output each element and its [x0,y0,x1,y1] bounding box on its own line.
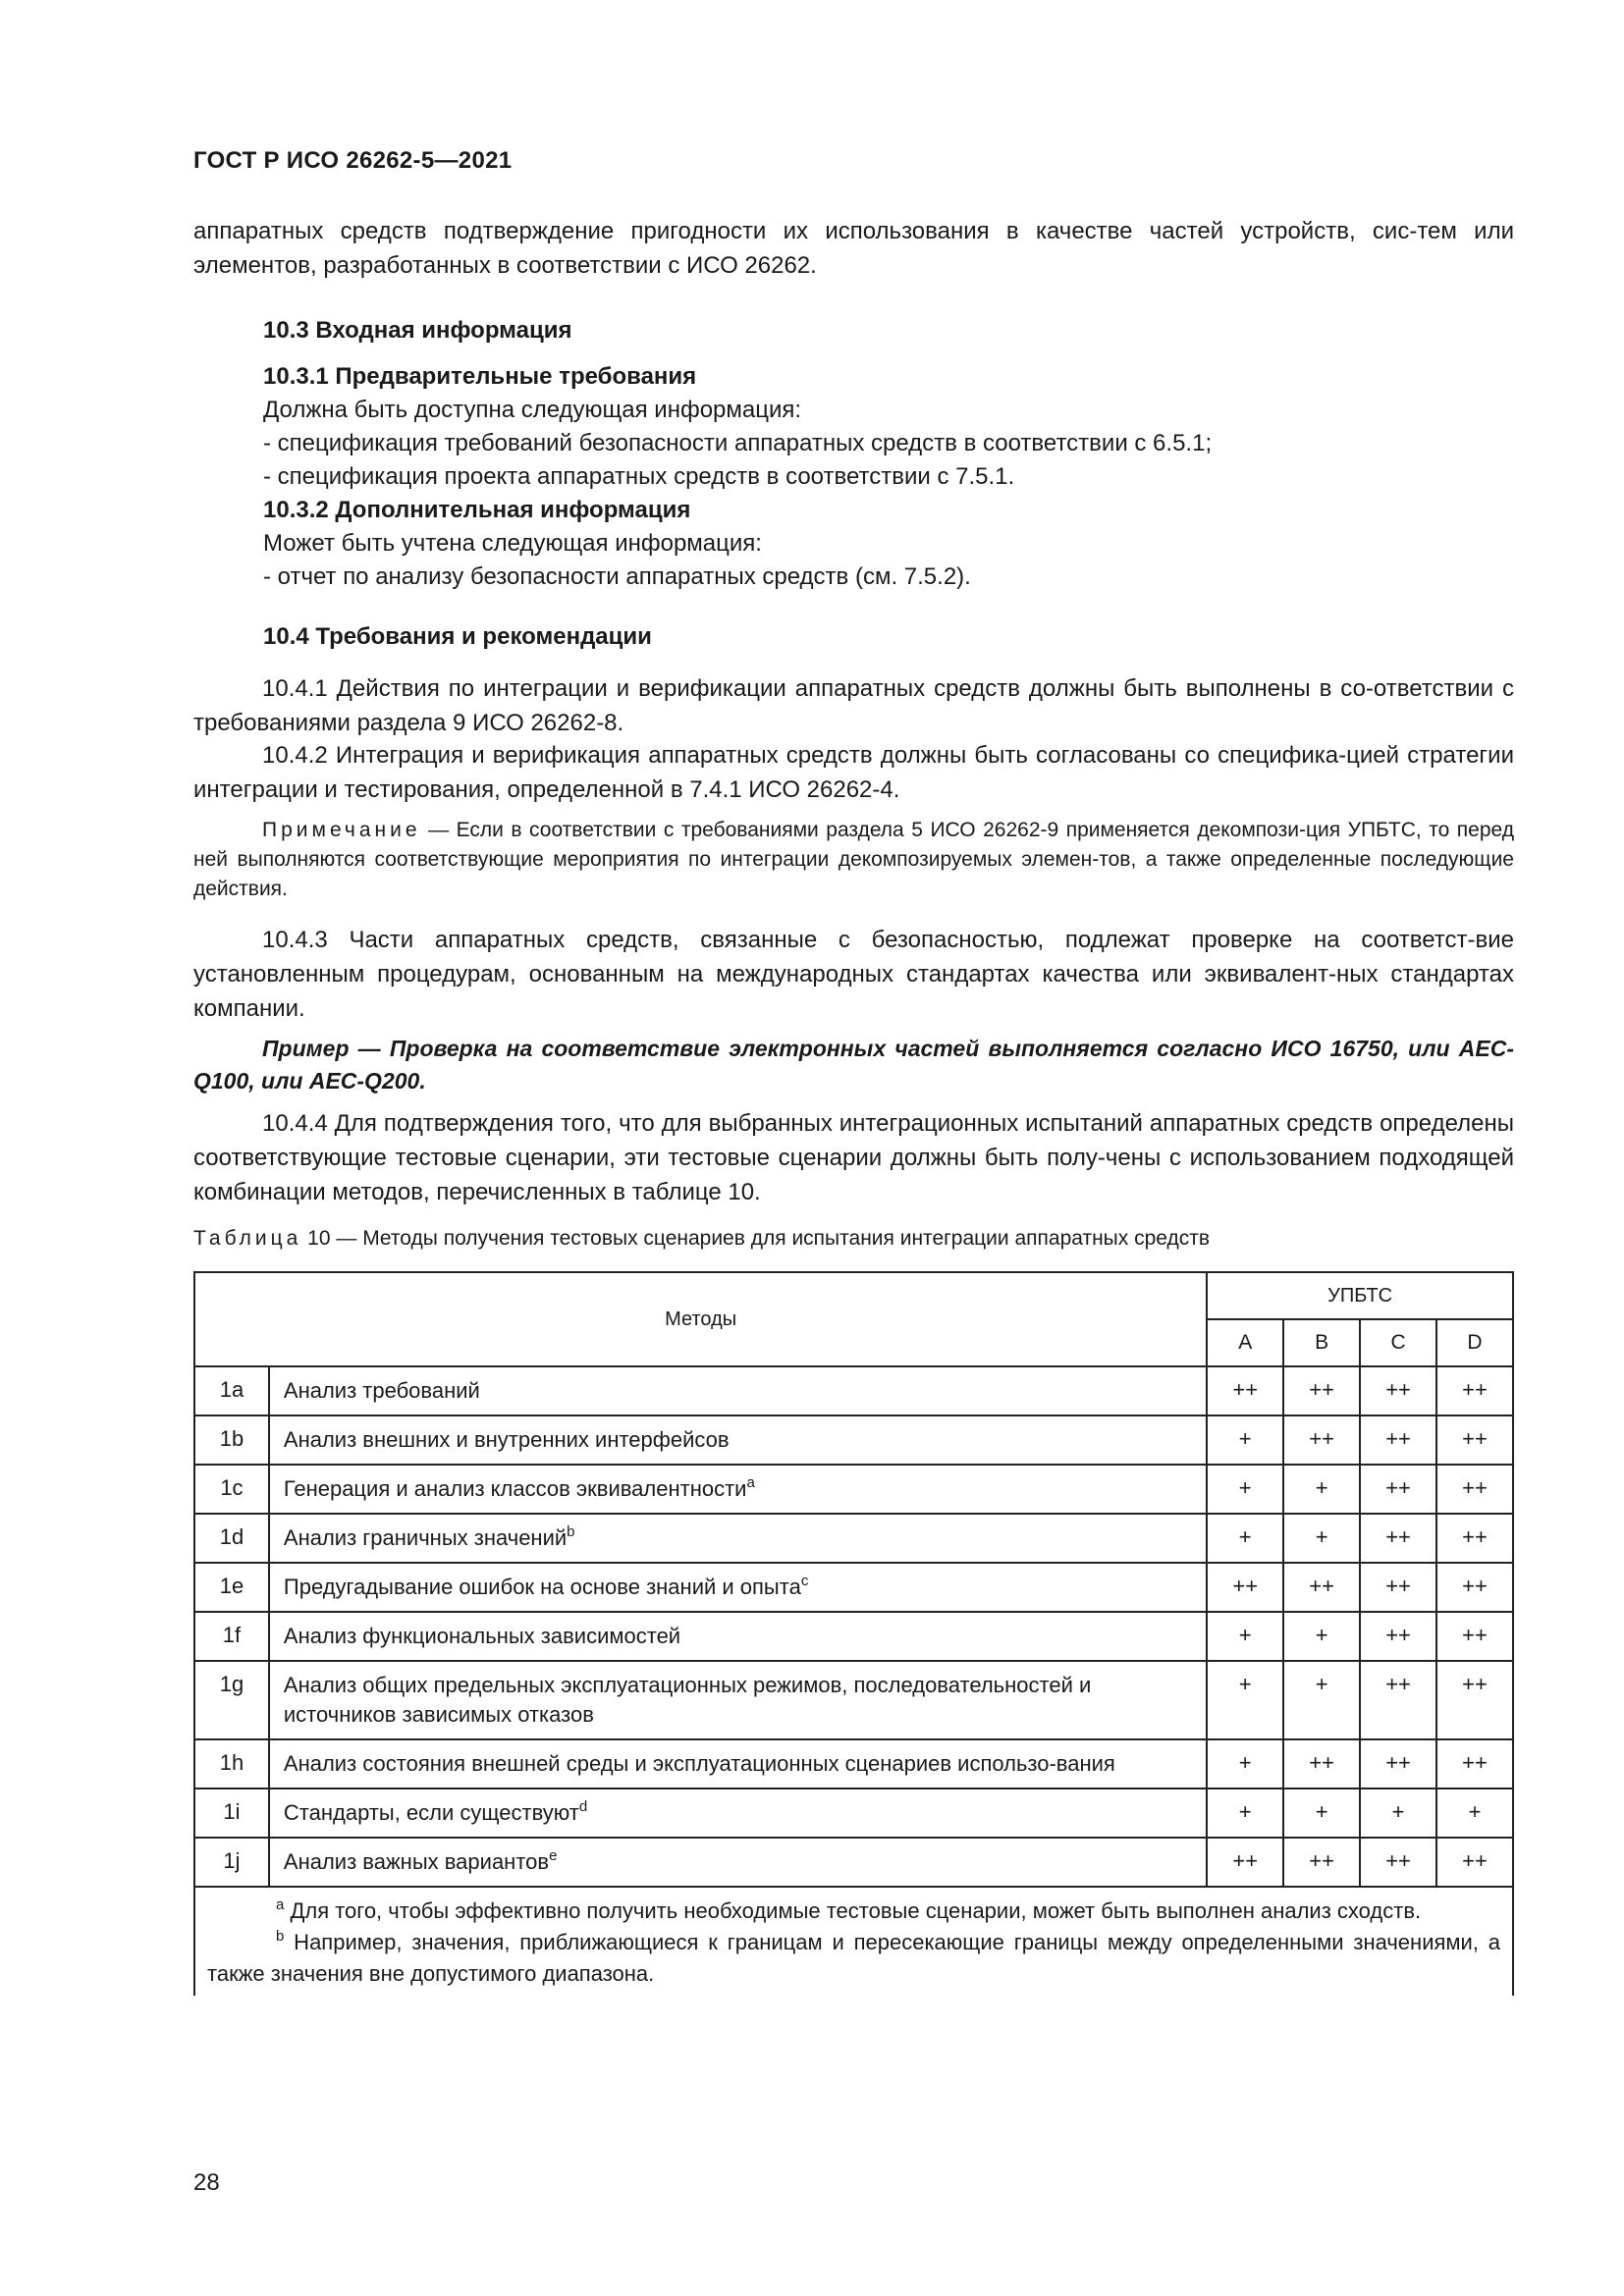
row-id: 1d [194,1514,269,1563]
row-id: 1a [194,1366,269,1415]
row-id: 1c [194,1465,269,1514]
row-value-b: ++ [1283,1366,1360,1415]
row-value-c: ++ [1360,1612,1436,1661]
row-method-text: Анализ общих предельных эксплуатационных режимов, последовательностей и источников зависимых отказов [283,1673,1092,1727]
asil-d-header: D [1436,1319,1513,1366]
row-value-c: ++ [1360,1366,1436,1415]
row-method-text: Генерация и анализ классов эквивалентности [283,1476,747,1501]
row-value-a: + [1207,1789,1283,1838]
page-number: 28 [193,2169,220,2196]
table-row [194,1465,1513,1514]
row-value-b: + [1283,1789,1360,1838]
table-row [194,1612,1513,1661]
section-10-3-1-heading: 10.3.1 Предварительные требования [263,363,697,390]
section-10-4-heading: 10.4 Требования и рекомендации [263,623,652,650]
section-10-3-1-line: - спецификация требований безопасности аппаратных средств в соответствии с 6.5.1; [263,430,1213,456]
paragraph-10-4-2: 10.4.2 Интеграция и верификация аппаратных средств должны быть согласованы со специфика-цией стратегии интеграции и тестирования, определенной в 7.4.1 ИСО 26262-4. [193,742,1514,803]
table-row [194,1415,1513,1465]
footnote-mark: b [276,1928,285,1945]
row-value-d: ++ [1436,1415,1513,1465]
row-value-a: + [1207,1415,1283,1465]
row-method [269,1465,1207,1514]
row-value-b: ++ [1283,1563,1360,1612]
row-value-c: ++ [1360,1661,1436,1739]
paragraph-10-4-3: 10.4.3 Части аппаратных средств, связанные с безопасностью, подлежат проверке на соответст-вие установленным процедурам, основанным на международных стандартах качества или эквивалент-ных стандартах компании. [193,927,1514,1022]
row-id: 1b [194,1415,269,1465]
row-value-a: + [1207,1514,1283,1563]
table-header-row [194,1272,1513,1319]
row-method [269,1366,1207,1415]
section-10-3-1-line: Должна быть доступна следующая информация: [263,397,802,423]
methods-table [193,1271,1514,1996]
row-id: 1e [194,1563,269,1612]
row-value-b: + [1283,1661,1360,1739]
asil-a-header: A [1207,1319,1283,1366]
example-paragraph: Пример — Проверка на соответствие электронных частей выполняется согласно ИСО 16750, или AEC-Q100, или AEC-Q200. [193,1036,1514,1094]
row-value-a: + [1207,1465,1283,1514]
footnote-ref: c [800,1573,809,1589]
table-row [194,1514,1513,1563]
row-value-c: ++ [1360,1563,1436,1612]
row-method [269,1514,1207,1563]
document-header: ГОСТ Р ИСО 26262-5—2021 [193,147,513,174]
row-value-d: ++ [1436,1465,1513,1514]
table-caption [193,1227,1210,1251]
paragraph-10-4-1: 10.4.1 Действия по интеграции и верификации аппаратных средств должны быть выполнены в со-ответствии с требованиями раздела 9 ИСО 26262-8. [193,675,1514,736]
asil-b-header: B [1283,1319,1360,1366]
row-method [269,1563,1207,1612]
note-label: Примечание [262,819,421,841]
row-method-text: Предугадывание ошибок на основе знаний и опыта [283,1575,801,1599]
section-10-3-2-line: Может быть учтена следующая информация: [263,530,762,557]
row-value-c: ++ [1360,1739,1436,1789]
table-body [194,1366,1513,1887]
row-method [269,1739,1207,1789]
row-id: 1j [194,1838,269,1887]
row-value-b: + [1283,1612,1360,1661]
row-method [269,1838,1207,1887]
row-value-d: + [1436,1789,1513,1838]
section-10-3-1-line: - спецификация проекта аппаратных средств в соответствии с 7.5.1. [263,463,1015,490]
row-value-c: ++ [1360,1415,1436,1465]
row-value-d: ++ [1436,1563,1513,1612]
table-caption-text: 10 — Методы получения тестовых сценариев для испытания интеграции аппаратных средств [301,1227,1211,1250]
table-row [194,1739,1513,1789]
footnote-ref: a [746,1474,755,1491]
row-value-b: + [1283,1465,1360,1514]
table-row [194,1838,1513,1887]
paragraph-10-4-4: 10.4.4 Для подтверждения того, что для выбранных интеграционных испытаний аппаратных средств определены соответствующие тестовые сценарии, эти тестовые сценарии должны быть полу-чены с использованием подходящей комбинации методов, перечисленных в таблице 10. [193,1110,1514,1205]
section-10-3-heading: 10.3 Входная информация [263,317,572,344]
row-value-a: ++ [1207,1838,1283,1887]
table-caption-label: Таблица [193,1227,302,1250]
row-method [269,1661,1207,1739]
asil-c-header: C [1360,1319,1436,1366]
table-row [194,1563,1513,1612]
row-method-text: Стандарты, если существуют [283,1800,579,1825]
table-row [194,1366,1513,1415]
row-value-b: ++ [1283,1739,1360,1789]
upbts-header: УПБТС [1207,1272,1513,1319]
footnote-mark: a [276,1896,285,1913]
footnote [207,1927,1500,1990]
row-method-text: Анализ состояния внешней среды и эксплуатационных сценариев использо-вания [283,1751,1115,1776]
row-id: 1g [194,1661,269,1739]
row-value-d: ++ [1436,1739,1513,1789]
section-10-3-2-line: - отчет по анализу безопасности аппаратных средств (см. 7.5.2). [263,563,971,590]
row-method-text: Анализ функциональных зависимостей [283,1624,681,1648]
row-value-d: ++ [1436,1612,1513,1661]
row-value-c: ++ [1360,1465,1436,1514]
row-method [269,1612,1207,1661]
row-value-d: ++ [1436,1514,1513,1563]
row-value-d: ++ [1436,1661,1513,1739]
row-value-a: ++ [1207,1563,1283,1612]
row-value-d: ++ [1436,1838,1513,1887]
table-footnotes [194,1887,1513,1996]
footnote-text: Для того, чтобы эффективно получить необходимые тестовые сценарии, может быть выполнен анализ сходств. [284,1898,1422,1923]
row-value-c: ++ [1360,1838,1436,1887]
table-row [194,1661,1513,1739]
note-paragraph [193,816,1514,904]
row-value-a: + [1207,1739,1283,1789]
row-method [269,1415,1207,1465]
row-method-text: Анализ требований [283,1378,480,1403]
footnote-ref: b [567,1523,575,1540]
row-value-b: ++ [1283,1415,1360,1465]
row-method [269,1789,1207,1838]
row-id: 1f [194,1612,269,1661]
row-value-b: + [1283,1514,1360,1563]
row-method-text: Анализ внешних и внутренних интерфейсов [283,1427,730,1452]
row-value-a: + [1207,1661,1283,1739]
intro-paragraph: аппаратных средств подтверждение пригодности их использования в качестве частей устройств, сис-тем или элементов, разработанных в соответствии с ИСО 26262. [193,218,1514,279]
row-value-a: + [1207,1612,1283,1661]
row-id: 1i [194,1789,269,1838]
row-id: 1h [194,1739,269,1789]
footnote-ref: d [578,1798,588,1815]
footnote-ref: e [549,1847,558,1864]
row-value-b: ++ [1283,1838,1360,1887]
note-text: — Если в соответствии с требованиями раздела 5 ИСО 26262-9 применяется декомпози-ция УПБТС, то перед ней выполняются соответствующие мероприятия по интеграции декомпозируемых элемен-тов, а также определенные последующие действия. [193,819,1514,900]
footnote-text: Например, значения, приближающиеся к границам и пересекающие границы между определенными значениями, а также значения вне допустимого диапазона. [207,1930,1500,1986]
methods-header: Методы [194,1272,1207,1366]
row-method-text: Анализ важных вариантов [283,1849,550,1874]
row-method-text: Анализ граничных значений [283,1525,568,1550]
row-value-c: ++ [1360,1514,1436,1563]
table-footnotes-row [194,1887,1513,1996]
row-value-d: ++ [1436,1366,1513,1415]
row-value-a: ++ [1207,1366,1283,1415]
section-10-3-2-heading: 10.3.2 Дополнительная информация [263,497,691,523]
table-row [194,1789,1513,1838]
row-value-c: + [1360,1789,1436,1838]
footnote [207,1896,1500,1927]
